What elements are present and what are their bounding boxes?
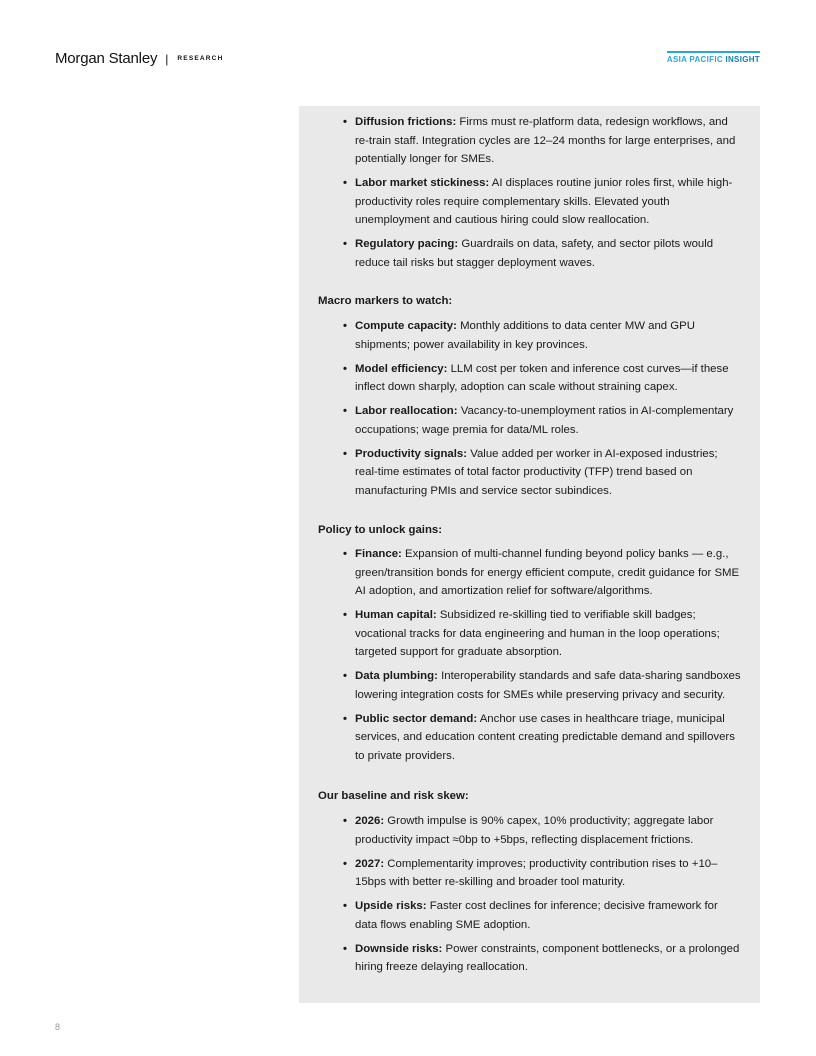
bullet-item xyxy=(299,174,760,230)
bullet-item xyxy=(299,545,760,601)
intro-bullet-list xyxy=(299,113,760,278)
bullet-label: Regulatory pacing: xyxy=(355,238,459,250)
bullet-label: 2027: xyxy=(355,857,385,870)
brand-logo: Morgan Stanley xyxy=(55,50,158,67)
bullet-text: Interoperability standards and safe data-sharing sandboxes lowering integration costs for SMEs while preserving privacy and security. xyxy=(355,670,741,701)
bullet-item xyxy=(299,402,760,439)
bullet-text: LLM cost per token and inference cost curves—if these inflect down sharply, adoption can scale without straining capex. xyxy=(355,362,729,393)
bullet-text: AI displaces routine junior roles first, while high-productivity roles require complementary skills. Elevated youth unemployment and cautious hiring could slow reallocation. xyxy=(355,177,733,226)
bullet-label: Productivity signals: xyxy=(355,447,468,460)
series-tag-highlight: INSIGHT xyxy=(725,55,760,64)
brand-separator: | xyxy=(165,51,169,66)
bullet-item xyxy=(299,317,760,354)
bullet-item xyxy=(299,360,760,397)
bullet-text: Growth impulse is 90% capex, 10% productivity; aggregate labor productivity impact ≈0bp to +5bps, reflecting displacement frictions. xyxy=(355,815,714,846)
bullet-item xyxy=(299,897,760,934)
bullet-text: Firms must re-platform data, redesign workflows, and re-train staff. Integration cycles are 12–24 months for large enterprises, and potentially longer for SMEs. xyxy=(355,116,736,165)
bullet-label: Compute capacity: xyxy=(355,320,457,332)
bullet-item xyxy=(299,710,760,766)
bullet-item xyxy=(299,940,760,977)
bullet-label: Data plumbing: xyxy=(355,670,438,682)
bullet-text: Complementarity improves; productivity contribution rises to +10–15bps with better re-skilling and broader tool maturity. xyxy=(355,857,718,888)
sidebar-panel xyxy=(299,106,760,1003)
bullet-text: Vacancy-to-unemployment ratios in AI-complementary occupations; wage premia for data/ML roles. xyxy=(355,405,734,436)
bullet-text: Expansion of multi-channel funding beyond policy banks — e.g., green/transition bonds for energy efficient compute, credit guidance for SME AI adoption, and amortization relief for software/algorithms. xyxy=(355,548,740,597)
bullet-text: Guardrails on data, safety, and sector pilots would reduce tail risks but stagger deployment waves. xyxy=(355,238,714,269)
bullet-item xyxy=(299,113,760,169)
bullet-item xyxy=(299,606,760,662)
bullet-item xyxy=(299,667,760,704)
bullet-label: Model efficiency: xyxy=(355,362,448,375)
bullet-label: Public sector demand: xyxy=(355,712,478,725)
bullet-label: Upside risks: xyxy=(355,900,427,912)
baseline-bullet-list xyxy=(299,812,760,982)
bullet-text: Value added per worker in AI-exposed industries; real-time estimates of total factor productivity (TFP) trend based on manufacturing PMIs and service sector subindices. xyxy=(355,447,718,497)
bullet-label: Downside risks: xyxy=(355,942,443,955)
bullet-label: 2026: xyxy=(355,815,385,827)
bullet-text: Monthly additions to data center MW and GPU shipments; power availability in key provinces. xyxy=(355,320,695,351)
series-tag xyxy=(667,51,760,64)
bullet-item xyxy=(299,812,760,849)
bullet-item xyxy=(299,445,760,501)
policy-bullet-list xyxy=(299,545,760,771)
bullet-text: Anchor use cases in healthcare triage, municipal services, and education content creating predictable demand and spillovers to private providers. xyxy=(355,712,735,762)
bullet-label: Human capital: xyxy=(355,609,437,621)
brand-header xyxy=(55,50,223,67)
policy-section-title: Policy to unlock gains: xyxy=(318,524,443,536)
bullet-item xyxy=(299,855,760,892)
series-tag-prefix: ASIA PACIFIC xyxy=(666,55,723,64)
page-number: 8 xyxy=(55,1022,61,1032)
macro-section-title: Macro markers to watch: xyxy=(318,295,453,307)
bullet-text: Faster cost declines for inference; decisive framework for data flows enabling SME adoption. xyxy=(355,900,718,931)
bullet-text: Subsidized re-skilling tied to verifiable skill badges; vocational tracks for data engineering and human in the loop operations; targeted support for graduate absorption. xyxy=(355,609,720,658)
macro-bullet-list xyxy=(299,317,760,506)
bullet-text: Power constraints, component bottlenecks, or a prolonged hiring freeze delaying reallocation. xyxy=(355,942,740,973)
bullet-label: Diffusion frictions: xyxy=(355,116,457,128)
bullet-label: Labor market stickiness: xyxy=(355,177,490,189)
bullet-label: Labor reallocation: xyxy=(355,405,458,417)
bullet-item xyxy=(299,235,760,272)
bullet-label: Finance: xyxy=(355,548,402,560)
baseline-section-title: Our baseline and risk skew: xyxy=(318,790,469,802)
brand-research-label: RESEARCH xyxy=(177,55,224,62)
